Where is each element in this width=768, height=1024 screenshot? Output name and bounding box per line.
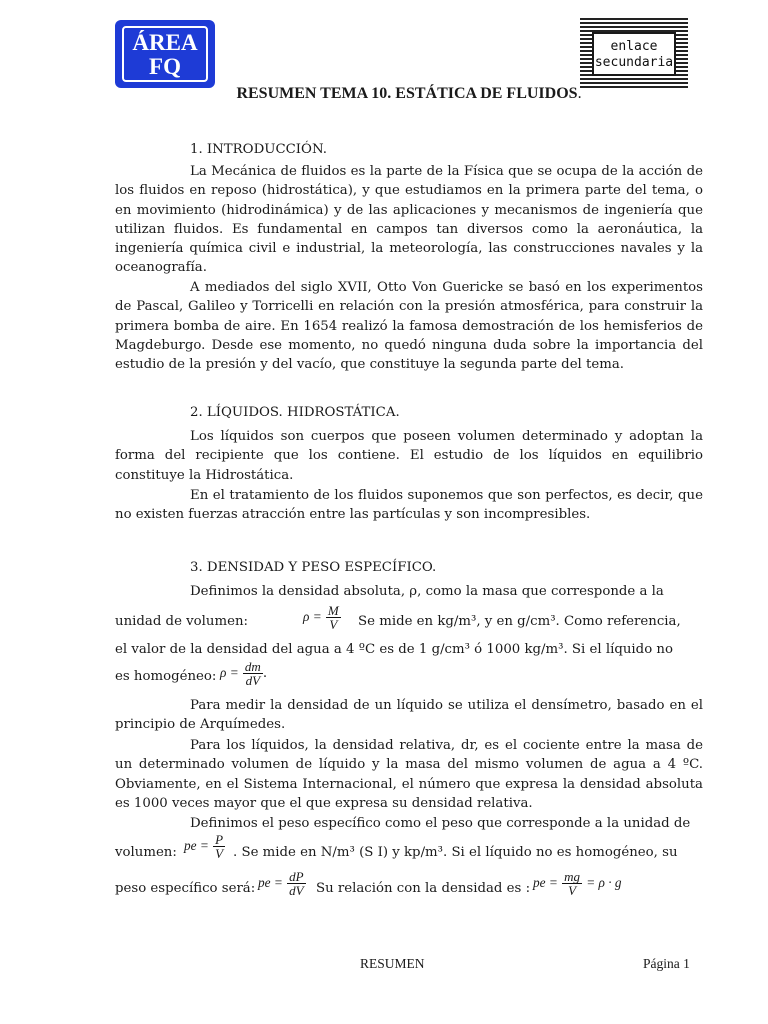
text-se-mide-densidad: Se mide en kg/m³, y en g/cm³. Como referencia, (358, 614, 681, 629)
text-valor-densidad-agua: el valor de la densidad del agua a 4 ºC es de 1 g/cm³ ó 1000 kg/m³. Si el líquido no (115, 642, 673, 657)
footer-label: RESUMEN (360, 956, 425, 971)
enlace-secundaria-logo (580, 18, 688, 90)
logo-area-line2: FQ (149, 54, 181, 79)
text-unidad-volumen: unidad de volumen: (115, 614, 249, 629)
section-heading-liquidos: 2. LÍQUIDOS. HIDROSTÁTICA. (190, 405, 400, 420)
formula-density-differential: ρ = $\frac{dm}{dV}$ . (220, 659, 268, 688)
paragraph-densidad-line1: Definimos la densidad absoluta, ρ, como la masa que corresponde a la (190, 584, 664, 599)
formula-peso-especifico-differential: pe = $\frac{dP}{dV}$ (258, 869, 304, 898)
paragraph-densidad-relativa: Para los líquidos, la densidad relativa, dr, es el cociente entre la masa de un determinado volumen de líquido y la masa del mismo volumen de agua a 4 ºC. Obviamente, en el Sistema Internacional, el número que expresa la densidad absoluta es 1000 veces mayor que el que expresa su densidad relativa. (115, 738, 703, 811)
formula-peso-especifico: pe = $\frac{P}{V}$ (184, 832, 224, 861)
paragraph-liquidos-1: Los líquidos son cuerpos que poseen volumen determinado y adoptan la forma del recipiente que los contiene. El estudio de los líquidos en equilibrio constituye la Hidrostática. (115, 429, 703, 483)
formula-density: ρ = $\frac{M}{V}$ (303, 603, 339, 632)
logo-area-line1: ÁREA (132, 30, 198, 55)
text-peso-especifico-sera: peso específico será: (115, 881, 256, 896)
area-fq-logo (115, 20, 215, 88)
text-se-mide-peso: . Se mide en N/m³ (S I) y kp/m³. Si el líquido no es homogéneo, su (233, 845, 678, 860)
section-heading-introduccion: 1. INTRODUCCIÓN. (190, 142, 327, 157)
section-heading-densidad: 3. DENSIDAD Y PESO ESPECÍFICO. (190, 560, 437, 575)
paragraph-liquidos-2: En el tratamiento de los fluidos suponemos que son perfectos, es decir, que no existen fuerzas atracción entre las partículas y son incompresibles. (115, 488, 703, 523)
paragraph-intro-1: La Mecánica de fluidos es la parte de la Física que se ocupa de la acción de los fluidos en reposo (hidrostática), y que estudiamos en la primera parte del tema, o en movimiento (hidrodinámica) y de las aplicaciones y mecanismos de ingeniería que utilizan fluidos. Es fundamental en campos tan diversos como la aeronáutica, la ingeniería química civil e industrial, la meteorología, las construcciones navales y la oceanografía. (115, 164, 703, 276)
formula-peso-densidad: pe = $\frac{mg}{V}$ = ρ · g (533, 869, 622, 898)
text-homogeneo: es homogéneo: (115, 669, 217, 684)
text-volumen: volumen: (115, 845, 177, 860)
logo-enlace-line1: enlace (610, 39, 658, 54)
paragraph-densimetro: Para medir la densidad de un líquido se utiliza el densímetro, basado en el principio de Arquímedes. (115, 698, 703, 733)
paragraph-peso-especifico-line1: Definimos el peso específico como el peso que corresponde a la unidad de (190, 816, 691, 831)
logo-enlace-line2: secundaria (594, 55, 674, 70)
footer-page-number: Página 1 (643, 956, 690, 971)
text-relacion-densidad: Su relación con la densidad es : (316, 881, 531, 896)
paragraph-intro-2: A mediados del siglo XVII, Otto Von Guericke se basó en los experimentos de Pascal, Galileo y Torricelli en relación con la presión atmosférica, para construir la primera bomba de aire. En 1654 realizó la famosa demostración de los hemisferios de Magdeburgo. Desde ese momento, no quedó ninguna duda sobre la importancia del estudio de la presión y del vacío, que constituye la segunda parte del tema. (115, 280, 703, 373)
page-title: RESUMEN TEMA 10. ESTÁTICA DE FLUIDOS. (236, 85, 582, 102)
